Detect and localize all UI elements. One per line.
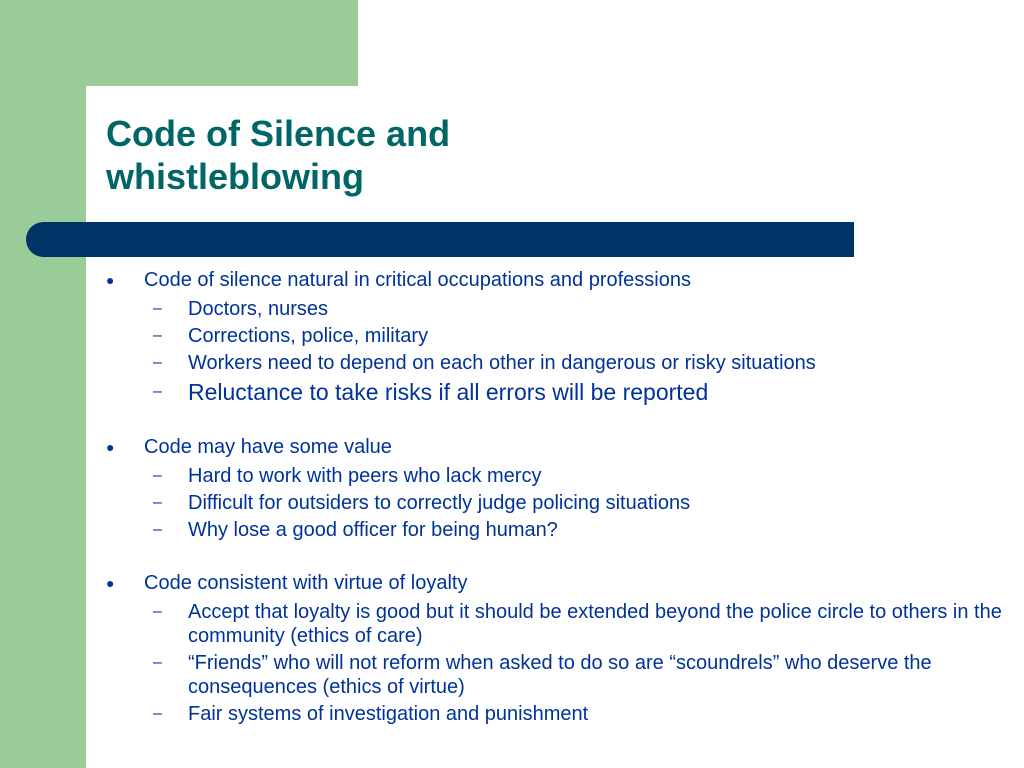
- dash-icon: –: [153, 354, 162, 371]
- bullet-item: [106, 433, 1006, 461]
- sub-bullet-text: Reluctance to take risks if all errors will be reported: [188, 379, 709, 405]
- bullet-dot-icon: ●: [106, 575, 115, 591]
- slide-title: [106, 112, 806, 198]
- sub-bullet-item: [106, 464, 1006, 488]
- dash-icon: –: [153, 467, 162, 484]
- dash-icon: –: [153, 494, 162, 511]
- bullet-dot-icon: ●: [106, 272, 115, 288]
- sub-bullet-item: [106, 518, 1006, 542]
- dash-icon: –: [153, 705, 162, 722]
- dash-icon: –: [153, 654, 162, 671]
- bullet-dot-icon: ●: [106, 439, 115, 455]
- sub-bullet-item: [106, 324, 1006, 348]
- bullet-list: [106, 266, 1006, 726]
- sub-bullet-item: [106, 351, 1006, 375]
- green-left-frame: [0, 0, 86, 768]
- sub-bullet-text: “Friends” who will not reform when asked to do so are “scoundrels” who deserve the consequences (ethics of virtue): [188, 652, 932, 698]
- sub-bullet-item: [106, 651, 1006, 699]
- sub-bullet-item: [106, 600, 1006, 648]
- sub-bullet-item: [106, 702, 1006, 726]
- green-top-frame: [0, 0, 358, 86]
- sub-bullet-item: [106, 378, 1006, 406]
- bullet-item: [106, 569, 1006, 597]
- sub-bullet-text: Why lose a good officer for being human?: [188, 519, 558, 541]
- sub-bullet-text: Corrections, police, military: [188, 325, 429, 347]
- bullet-text: Code of silence natural in critical occupations and professions: [144, 269, 691, 291]
- sub-bullet-item: [106, 491, 1006, 515]
- title-line-1: Code of Silence and: [106, 113, 451, 154]
- sub-bullet-text: Doctors, nurses: [188, 298, 329, 320]
- title-divider-bar: [26, 222, 854, 257]
- dash-icon: –: [153, 300, 162, 317]
- sub-bullet-text: Difficult for outsiders to correctly judge policing situations: [188, 492, 691, 514]
- dash-icon: –: [153, 521, 162, 538]
- sub-bullet-text: Hard to work with peers who lack mercy: [188, 465, 542, 487]
- bullet-text: Code consistent with virtue of loyalty: [144, 572, 468, 594]
- dash-icon: –: [153, 327, 162, 344]
- sub-bullet-text: Accept that loyalty is good but it should be extended beyond the police circle to others in the community (ethics of care): [188, 601, 1002, 647]
- title-line-2: whistleblowing: [106, 156, 364, 197]
- sub-bullet-text: Fair systems of investigation and punishment: [188, 703, 589, 725]
- sub-bullet-item: [106, 297, 1006, 321]
- dash-icon: –: [153, 383, 162, 400]
- bullet-item: [106, 266, 1006, 294]
- dash-icon: –: [153, 603, 162, 620]
- bullet-text: Code may have some value: [144, 436, 392, 458]
- sub-bullet-text: Workers need to depend on each other in dangerous or risky situations: [188, 352, 816, 374]
